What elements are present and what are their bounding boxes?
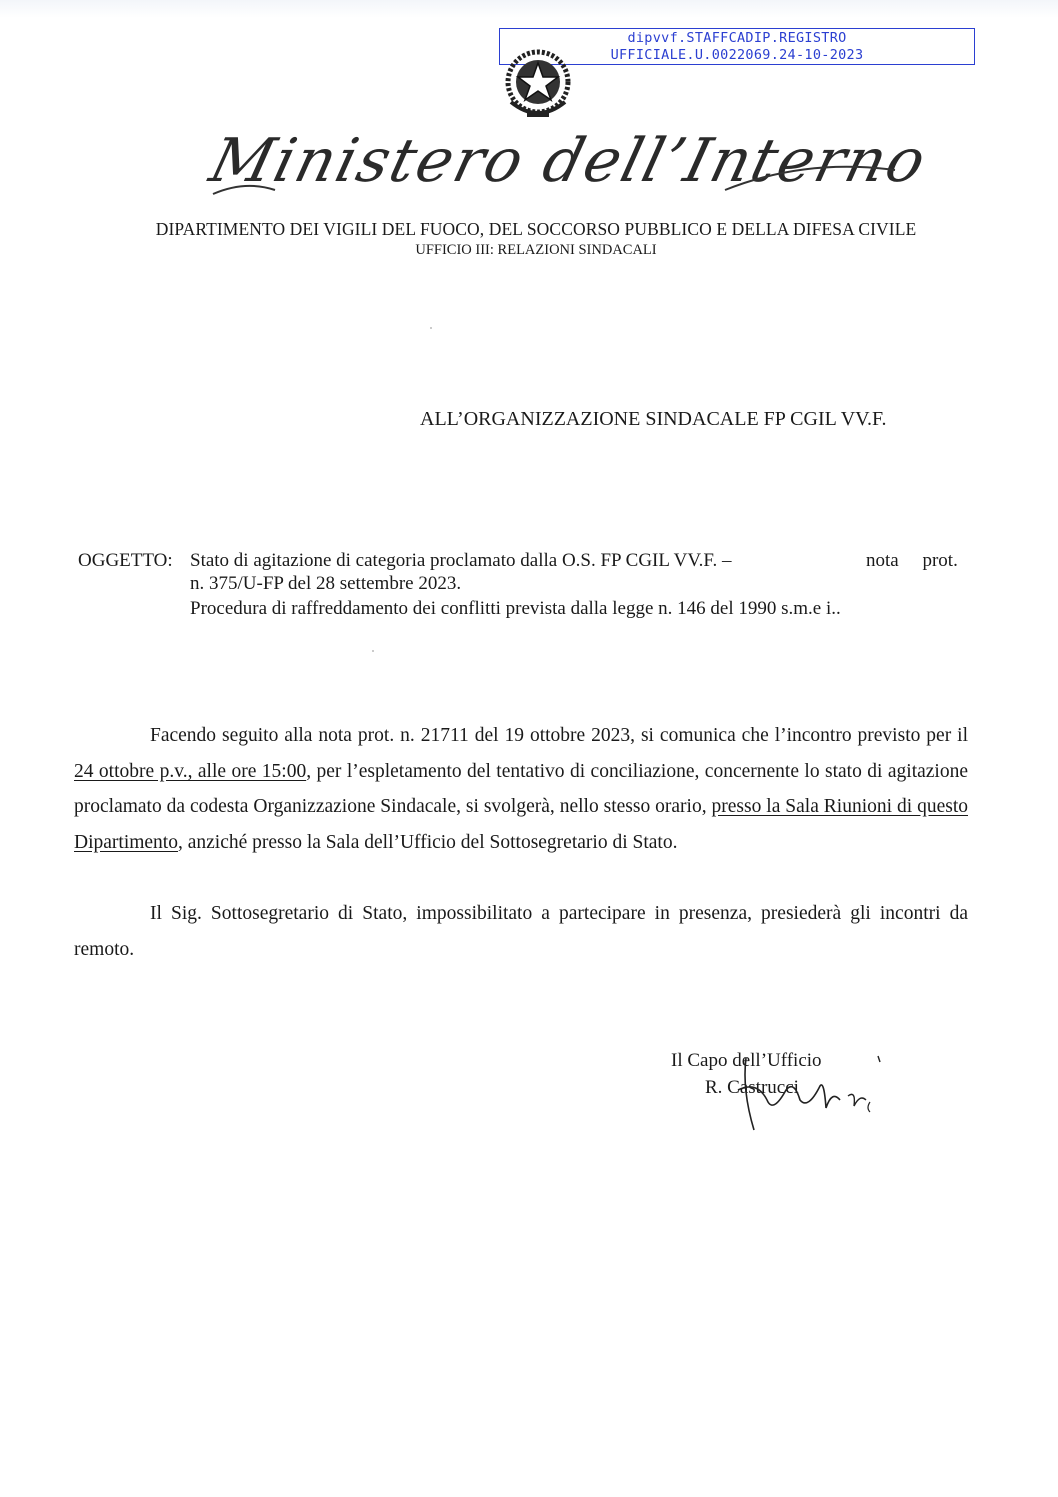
subject-line-2: n. 375/U-FP del 28 settembre 2023. <box>190 573 462 594</box>
italian-republic-emblem-icon <box>497 40 579 124</box>
subject-line-1-text: Stato di agitazione di categoria proclamato dalla O.S. FP CGIL VV.F. – <box>190 550 732 571</box>
meeting-location: presso la Sala Riunioni di questo Dipartimento <box>74 796 968 853</box>
body-p1-part-a: Facendo seguito alla nota prot. n. 21711 del 19 ottobre 2023, si comunica che l’incontro previsto per il <box>150 725 968 746</box>
body-paragraph-1 <box>74 718 968 860</box>
protocol-stamp-line2: UFFICIALE.U.0022069.24-10-2023 <box>610 47 864 63</box>
scan-speck <box>372 650 374 652</box>
signature-title: Il Capo dell’Ufficio <box>671 1050 822 1071</box>
scan-top-edge <box>0 0 1058 18</box>
body-p1-part-c: , anziché presso la Sala dell’Ufficio del Sottosegretario di Stato. <box>177 831 678 853</box>
body-p1-part-b: , per l’espletamento del tentativo di conciliazione, concernente lo stato di agitazione proclamato da codesta Organizzazione Sindacale, si svolgerà, nello stesso orario, <box>74 760 968 817</box>
subject-line-1-right: nota prot. <box>866 550 958 571</box>
meeting-date-time: 24 ottobre p.v., alle ore 15:00 <box>74 760 307 782</box>
subject-line-1 <box>190 550 970 572</box>
office-name: UFFICIO III: RELAZIONI SINDACALI <box>415 242 657 258</box>
protocol-stamp-line1: dipvvf.STAFFCADIP.REGISTRO <box>627 30 847 46</box>
scan-speck <box>430 327 432 329</box>
department-name: DIPARTIMENTO DEI VIGILI DEL FUOCO, DEL SOCCORSO PUBBLICO E DELLA DIFESA CIVILE <box>155 219 917 239</box>
signature-name: R. Castrucci <box>705 1077 799 1098</box>
addressee: ALL’ORGANIZZAZIONE SINDACALE FP CGIL VV.F. <box>420 408 887 430</box>
ministry-title-flourish <box>205 150 905 210</box>
handwritten-signature <box>728 1050 888 1140</box>
subject-line-3: Procedura di raffreddamento dei conflitti prevista dalla legge n. 146 del 1990 s.m.e i.. <box>190 598 841 619</box>
ministry-title: Ministero dell’Interno <box>203 126 935 196</box>
subject-label: OGGETTO: <box>78 550 173 571</box>
body-paragraph-2: Il Sig. Sottosegretario di Stato, impossibilitato a partecipare in presenza, presiederà gli incontri da remoto. <box>74 903 968 960</box>
